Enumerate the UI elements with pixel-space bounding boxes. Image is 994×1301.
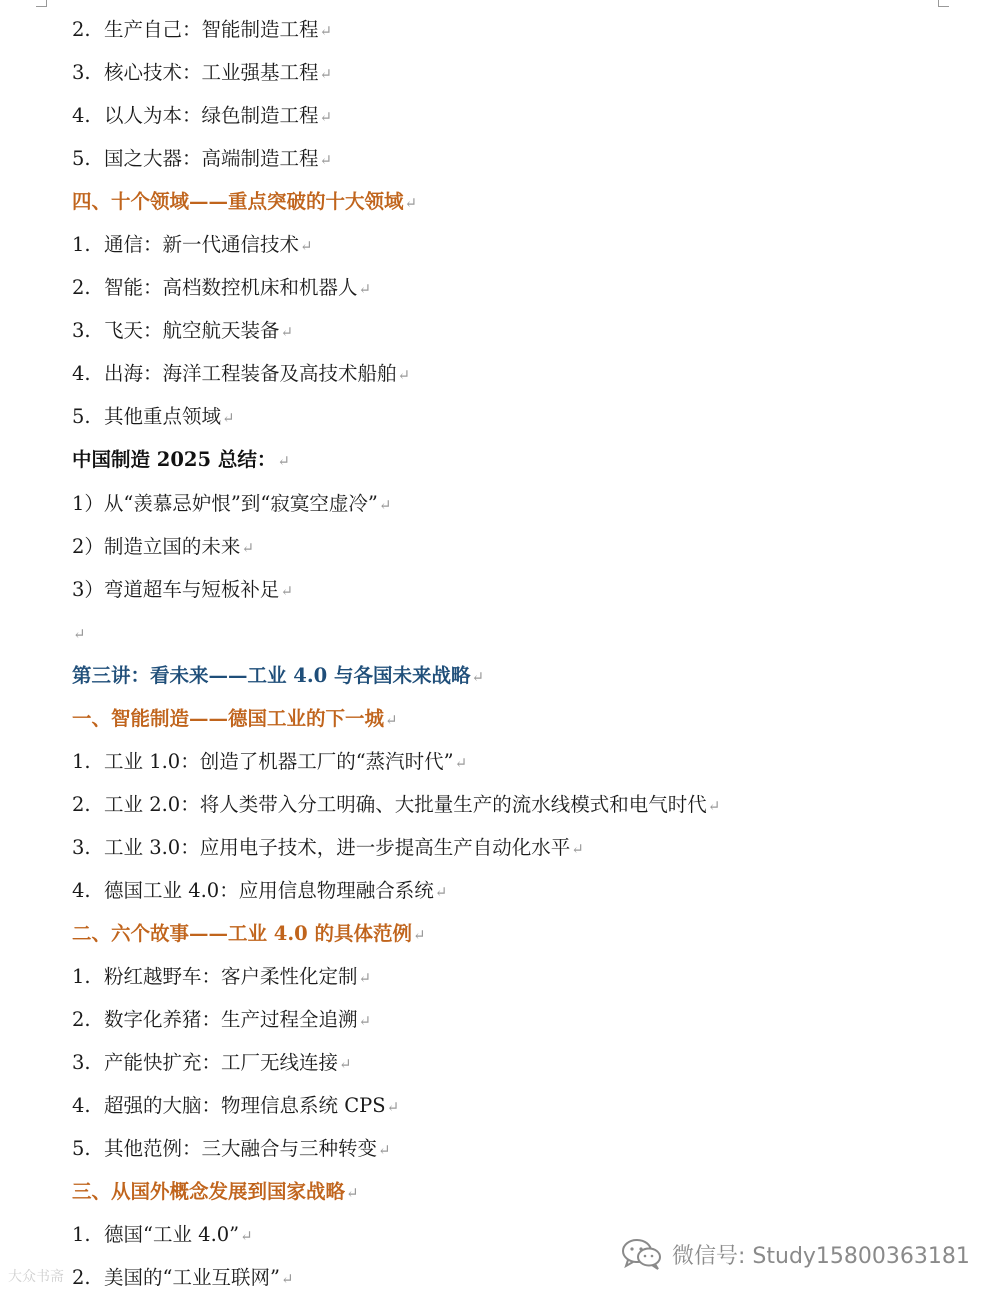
section-heading: 二、六个故事——工业 4.0 的具体范例↵ [72, 921, 426, 945]
list-item: 1）从“羡慕忌妒恨”到“寂寞空虚冷”↵ [72, 491, 392, 515]
list-item: 3. 工业 3.0：应用电子技术，进一步提高生产自动化水平↵ [72, 835, 584, 859]
list-item: 4. 德国工业 4.0：应用信息物理融合系统↵ [72, 878, 448, 902]
empty-paragraph: ↵ [73, 624, 86, 643]
list-item: 1. 粉红越野车：客户柔性化定制↵ [72, 965, 372, 989]
document-body [72, 8, 952, 1299]
summary-heading: 中国制造 2025 总结：↵ [72, 448, 290, 472]
list-item: 3. 核心技术：工业强基工程↵ [72, 61, 333, 85]
section-heading: 四、十个领域——重点突破的十大领域↵ [72, 190, 418, 214]
list-item: 2. 生产自己：智能制造工程↵ [72, 18, 333, 41]
list-item: 4. 超强的大脑：物理信息系统 CPS↵ [72, 1094, 400, 1118]
lecture-heading: 第三讲：看未来——工业 4.0 与各国未来战略↵ [72, 663, 485, 687]
wechat-watermark [620, 1236, 970, 1272]
list-item: 3. 飞天：航空航天装备↵ [72, 319, 294, 343]
list-item: 2）制造立国的未来↵ [72, 534, 255, 558]
list-item: 4. 出海：海洋工程装备及高技术船舶↵ [72, 362, 411, 386]
list-item: 5. 其他范例：三大融合与三种转变↵ [72, 1137, 391, 1161]
page-corner-mark-left [36, 0, 47, 7]
list-item: 2. 美国的“工业互联网”↵ [72, 1266, 294, 1290]
section-heading: 一、智能制造——德国工业的下一城↵ [72, 706, 398, 730]
list-item: 3. 产能快扩充：工厂无线连接↵ [72, 1051, 352, 1075]
list-item: 1. 工业 1.0：创造了机器工厂的“蒸汽时代”↵ [72, 749, 468, 773]
list-item: 5. 其他重点领域↵ [72, 405, 235, 429]
list-item: 4. 以人为本：绿色制造工程↵ [72, 104, 333, 128]
wechat-id-text: 微信号: Study15800363181 [672, 1243, 970, 1269]
list-item: 3）弯道超车与短板补足↵ [72, 577, 294, 601]
page-corner-mark-right [938, 0, 949, 7]
list-item: 5. 国之大器：高端制造工程↵ [72, 147, 333, 171]
section-heading: 三、从国外概念发展到国家战略↵ [72, 1180, 359, 1204]
list-item: 1. 通信：新一代通信技术↵ [72, 233, 313, 257]
watermark-left-text: 大众书斋 [8, 1269, 64, 1285]
list-item: 2. 智能：高档数控机床和机器人↵ [72, 276, 372, 300]
wechat-icon [620, 1236, 664, 1272]
watermark-left [8, 1266, 64, 1286]
list-item: 2. 数字化养猪：生产过程全追溯↵ [72, 1008, 372, 1032]
list-item: 1. 德国“工业 4.0”↵ [72, 1223, 253, 1247]
list-item: 2. 工业 2.0：将人类带入分工明确、大批量生产的流水线模式和电气时代↵ [72, 792, 721, 816]
